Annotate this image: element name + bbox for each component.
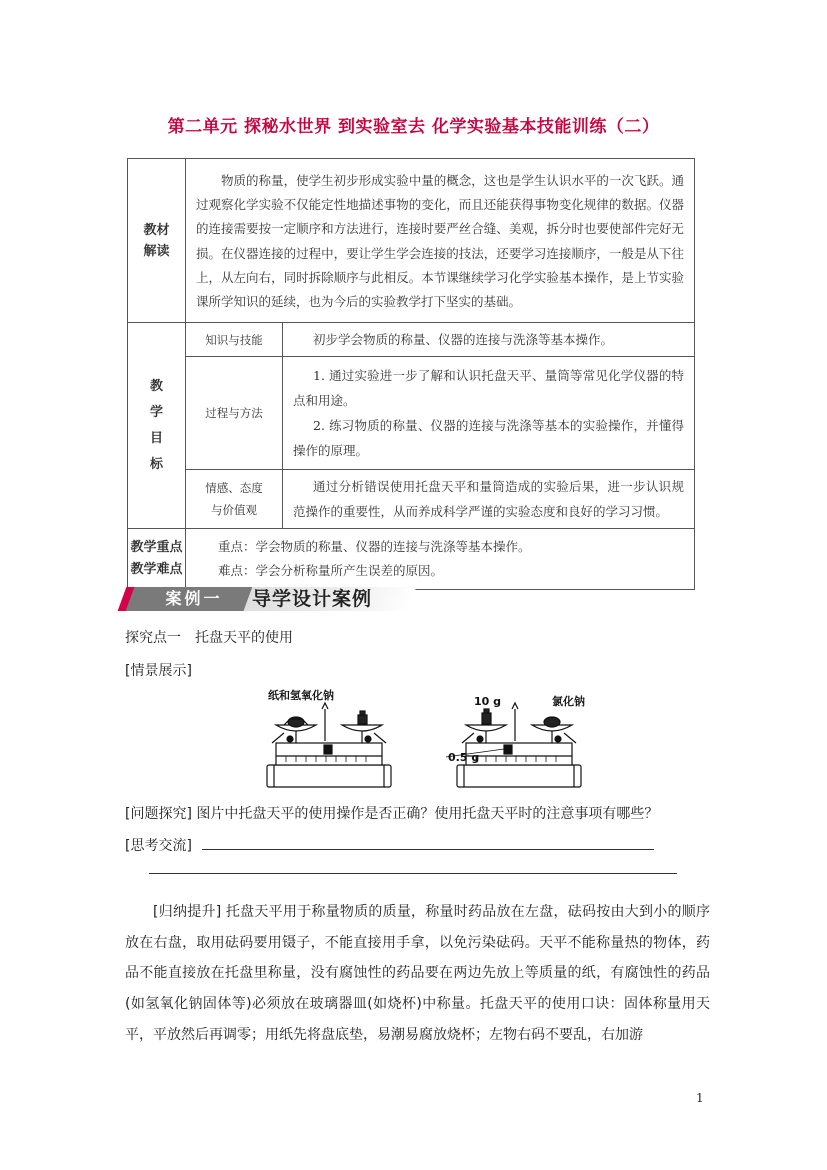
- goal-label-process: 过程与方法: [186, 357, 283, 470]
- banner-title: 导学设计案例: [252, 588, 373, 610]
- think-label: [思考交流]: [125, 838, 192, 854]
- keypoints-label: [128, 529, 186, 590]
- page-title: 第二单元 探秘水世界 到实验室去 化学实验基本技能训练（二）: [167, 117, 660, 137]
- question-text: [问题探究] 图片中托盘天平的使用操作是否正确？使用托盘天平时的注意事项有哪些？: [125, 806, 659, 822]
- goal-process-item-2: 2. 练习物质的称量、仪器的连接与洗涤等基本的实验操作，并懂得操作的原理。: [293, 418, 684, 459]
- summary-text: [归纳提升] 托盘天平用于称量物质的质量，称量时药品放在左盘，砝码按由大到小的顺序放在右盘，取用砝码要用镊子，不能直接用手拿，以免污染砝码。天平不能称量热的物体，药品不能直接放在托盘里称量，没有腐蚀性的药品要在两边先放上等质量的纸，有腐蚀性的药品(如氢氧化钠固体等)必须放在玻璃器皿(如烧杯)中称量。托盘天平的使用口诀：固体称量用天平，平放然后再调零；用纸先将盘底垫，易潮易腐放烧杯；左物右码不要乱，右加游: [125, 904, 710, 1043]
- case-banner: [122, 584, 422, 614]
- label-rider: 0.5 g: [448, 751, 480, 764]
- answer-row-2: [125, 862, 710, 878]
- goals-inner-table: [186, 323, 694, 528]
- keypoints-label-key: 教学重点: [130, 540, 183, 556]
- goals-cell: [186, 323, 695, 529]
- keypoints-text: [186, 529, 695, 590]
- difficulty-point: 难点：学会分析称量所产生误差的原因。: [218, 563, 444, 579]
- goals-row: [128, 323, 695, 529]
- answer-blank-2[interactable]: [149, 863, 677, 874]
- goals-label-text: 教学目标: [149, 378, 163, 472]
- goal-text-attitude: 通过分析错误使用托盘天平和量筒造成的实验后果，进一步认识规范操作的重要性，从而养成科学严谨的实验态度和良好的学习习惯。: [283, 470, 695, 529]
- left-balance: [267, 703, 391, 787]
- textbook-label-text: 教材解读: [143, 222, 170, 259]
- goal-label-attitude: [186, 470, 283, 529]
- goal-process-item-1: 1. 通过实验进一步了解和认识托盘天平、量筒等常见化学仪器的特点和用途。: [293, 368, 684, 409]
- page-number: 1: [696, 1091, 704, 1105]
- textbook-row: [128, 159, 695, 323]
- goal-text-knowledge: 初步学会物质的称量、仪器的连接与洗涤等基本操作。: [283, 323, 695, 357]
- label-paper-naoh: 纸和氢氧化钠: [268, 689, 334, 702]
- textbook-text: 物质的称量，使学生初步形成实验中量的概念，这也是学生认识水平的一次飞跃。通过观察化学实验不仅能定性地描述事物的变化，而且还能获得事物变化规律的数据。仪器的连接需要按一定顺序和方法进行，连接时要严丝合缝、美观，拆分时也要使部件完好无损。在仪器连接的过程中，要让学生学会连接的技法，还要学习连接顺序，一般是从下往上，从左向右，同时拆除顺序与此相反。本节课继续学习化学实验基本操作，是上节实验课所学知识的延续，也为今后的实验教学打下坚实的基础。: [186, 159, 695, 323]
- goal-label-attitude-text: 情感、态度与价值观: [205, 481, 263, 518]
- goal-label-knowledge: 知识与技能: [186, 323, 283, 357]
- scene-label: [情景展示]: [125, 663, 192, 679]
- lesson-info-table: [127, 158, 695, 590]
- goal-row-attitude: [186, 470, 694, 529]
- answer-blank-1[interactable]: [202, 839, 654, 850]
- keypoints-label-difficulty: 教学难点: [130, 562, 183, 578]
- section-heading: 探究点一 托盘天平的使用: [125, 630, 293, 646]
- right-balance: [446, 703, 581, 787]
- banner-tag: 案例一: [165, 589, 223, 608]
- goal-row-knowledge: [186, 323, 694, 357]
- textbook-label: [128, 159, 186, 323]
- goal-row-process: [186, 357, 694, 470]
- label-nacl: 氯化钠: [552, 695, 585, 708]
- balance-figure: [262, 683, 592, 793]
- label-10g: 10 g: [474, 695, 502, 708]
- goal-text-process: [283, 357, 695, 470]
- goals-label: [128, 323, 186, 529]
- key-point: 重点：学会物质的称量、仪器的连接与洗涤等基本操作。: [218, 539, 531, 555]
- keypoints-row: [128, 529, 695, 590]
- think-row: [125, 835, 710, 855]
